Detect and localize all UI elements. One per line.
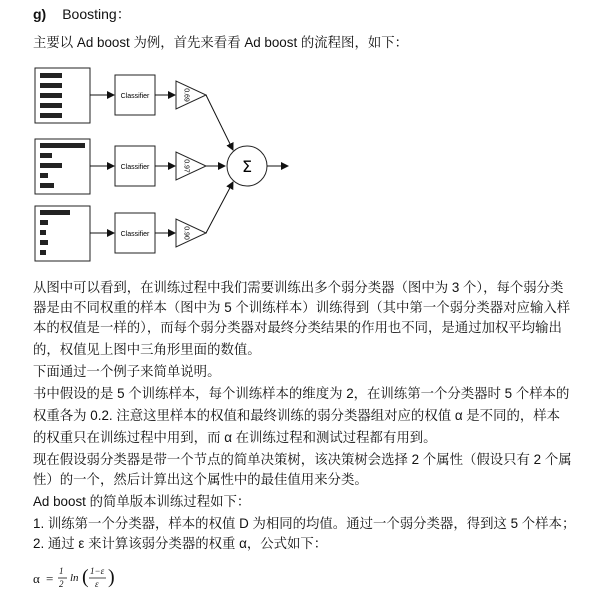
weight-triangle-2 xyxy=(176,152,206,180)
formula-ln: ln xyxy=(70,572,79,584)
sigma-symbol: Σ xyxy=(241,157,253,176)
weight-bar xyxy=(40,73,62,78)
weight-triangle-3 xyxy=(176,219,206,247)
weight-bar xyxy=(40,93,62,98)
weight-value: 0.69 xyxy=(182,88,190,102)
formula-inner-den: ε xyxy=(95,579,99,589)
body-line: 书中假设的是 5 个训练样本，每个训练样本的维度为 2，在训练第一个分类器时 5 个样本的 xyxy=(33,386,570,401)
weight-bar xyxy=(40,220,48,225)
formula-half-num: 1 xyxy=(59,566,64,576)
weight-bar xyxy=(40,173,48,178)
formula-paren-close: ) xyxy=(108,566,115,588)
classifier-box-1 xyxy=(115,75,155,115)
formula-paren-open: ( xyxy=(82,566,89,588)
weight-bar xyxy=(40,183,54,188)
section-title: Boosting： xyxy=(62,6,131,22)
formula-inner-num: 1−ε xyxy=(90,566,105,576)
classifier-label: Classifier xyxy=(120,164,150,171)
classifier-box-2 xyxy=(115,146,155,186)
arrow xyxy=(206,182,233,233)
classifier-box-3 xyxy=(115,213,155,253)
intro-text: 主要以 Ad boost 为例，首先来看看 Ad boost 的流程图，如下： xyxy=(33,35,409,50)
body-line: 下面通过一个例子来简单说明。 xyxy=(33,364,221,379)
weight-bar xyxy=(40,250,46,255)
body-line: 的，权值见上图中三角形里面的数值。 xyxy=(33,342,261,357)
body-line: Ad boost 的简单版本训练过程如下： xyxy=(33,494,251,509)
weight-bar xyxy=(40,163,62,168)
weight-bar xyxy=(40,210,70,215)
sample-weights-box-3 xyxy=(35,206,90,261)
sum-node xyxy=(227,146,267,186)
sample-weights-box-1 xyxy=(35,68,90,123)
formula-lhs: α xyxy=(33,571,40,586)
section-number: g) xyxy=(33,6,47,22)
formula-half-den: 2 xyxy=(59,579,64,589)
weight-bar xyxy=(40,113,62,118)
arrow xyxy=(206,95,233,150)
body-line: 从图中可以看到，在训练过程中我们需要训练出多个弱分类器（图中为 3 个），每个弱分类 xyxy=(33,280,564,295)
weight-value: 0.90 xyxy=(182,226,190,240)
weight-bar xyxy=(40,240,48,245)
body-line: 器是由不同权重的样本（图中为 5 个训练样本）训练得到（其中第一个弱分类器对应输入样 xyxy=(33,300,571,315)
weight-value: 0.97 xyxy=(182,159,190,173)
body-line: 2. 通过 ε 来计算该弱分类器的权重 α，公式如下： xyxy=(33,536,328,551)
classifier-label: Classifier xyxy=(120,93,150,100)
body-line: 性）的一个，然后计算出这个属性中的最佳值用来分类。 xyxy=(33,472,368,487)
weight-bar xyxy=(40,83,62,88)
body-line: 的权重只在训练过程中用到，而 α 在训练过程和测试过程都有用到。 xyxy=(33,430,437,445)
body-line: 现在假设弱分类器是带一个节点的简单决策树，该决策树会选择 2 个属性（假设只有 2 个属 xyxy=(33,452,572,467)
body-line: 1. 训练第一个分类器，样本的权值 D 为相同的均值。通过一个弱分类器，得到这 5 个样本； xyxy=(33,516,576,531)
weight-bar xyxy=(40,143,85,148)
sample-weights-box-2 xyxy=(35,139,90,194)
formula-equals: = xyxy=(46,571,54,586)
classifier-label: Classifier xyxy=(120,231,150,238)
body-line: 本的权值是一样的），而每个弱分类器对最终分类结果的作用也不同，是通过加权平均输出 xyxy=(33,320,562,335)
body-line: 权重各为 0.2. 注意这里样本的权值和最终训练的弱分类器组对应的权值 α 是不同的，样本 xyxy=(33,408,561,423)
weight-bar xyxy=(40,103,62,108)
weight-bar xyxy=(40,230,46,235)
weight-triangle-1 xyxy=(176,81,206,109)
weight-bar xyxy=(40,153,52,158)
